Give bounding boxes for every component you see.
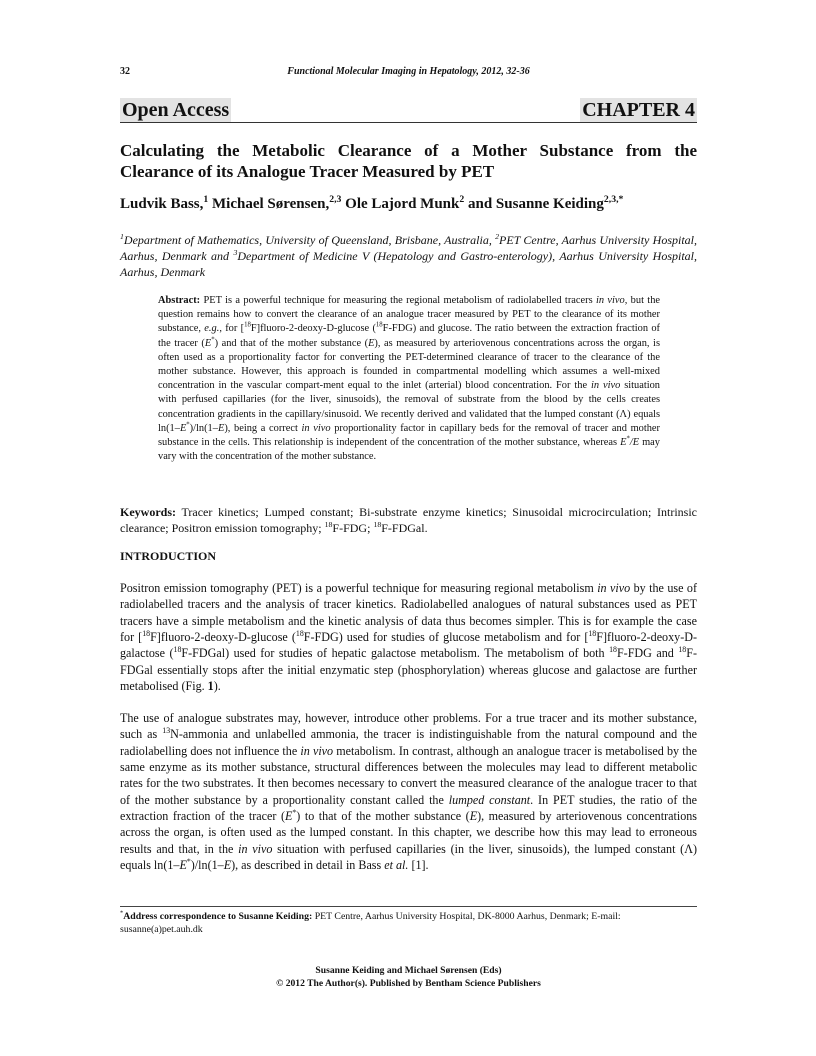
page-number: 32	[120, 66, 130, 77]
article-title: Calculating the Metabolic Clearance of a Mother Substance from the Clearance of its Analogue Tracer Measured by PET	[120, 141, 697, 181]
abstract-label: Abstract:	[158, 295, 201, 306]
chapter-number: CHAPTER 4	[582, 99, 695, 121]
copyright-line: © 2012 The Author(s). Published by Bentham Science Publishers	[276, 978, 541, 989]
author-list	[120, 196, 697, 213]
editors-line: Susanne Keiding and Michael Sørensen (Eds)	[315, 965, 502, 976]
author-name: and Susanne Keiding	[464, 196, 604, 212]
reference-link[interactable]: [1].	[408, 858, 429, 873]
author-name: Ole Lajord Munk	[341, 196, 460, 212]
section-heading-introduction: INTRODUCTION	[120, 549, 217, 563]
keywords: Keywords: Tracer kinetics; Lumped constant; Bi-substrate enzyme kinetics; Sinusoidal microcirculation; Intrinsic clearance; Positron emission tomography; $^{18}$F-FDG; $^{18}$F-FDGal.	[120, 505, 697, 535]
affiliation-3: Department of Medicine V (Hepatology and Gastro-enterology), Aarhus University Hospital, Aarhus, Denmark	[120, 249, 698, 279]
footnote-text: PET Centre, Aarhus University Hospital, DK-8000 Aarhus, Denmark; E-mail: susanne(a)pet.auh.dk	[120, 911, 621, 935]
chapter-banner	[120, 96, 697, 123]
author-affil-marker: 2,3	[329, 194, 342, 205]
intro-paragraph-2: The use of analogue substrates may, however, introduce other problems. For a true tracer and its mother substance, such as $^{13}$N-ammonia and unlabelled ammonia, the tracer is indistinguishable from the natural compound and the radiolabelling does not influence the in vivo metabolism. In contrast, although an analogue tracer is metabolised by the same enzyme as its mother substance, structural differences between the molecules may lead to different metabolic rates for the two substrates. It then becomes necessary to convert the measured clearance of the analogue tracer to that of the mother substance by a proportionality constant called the lumped constant. In PET studies, the ratio of the extraction fraction of the tracer (E*) to that of the mother substance (E), measured by arteriovenous concentrations across the organ, is often used as the lumped constant. In this chapter, we describe how this may lead to erroneous results and that, in the in vivo situation with perfused capillaries (in the liver, sinusoids), the lumped constant (Λ) equals ln(1–E*)/ln(1–E), as described in detail in Bass et al. [1].	[120, 711, 698, 873]
affil-marker: 2	[495, 232, 500, 241]
author-name: Michael Sørensen,	[208, 196, 330, 212]
affiliations: $^1$Department of Mathematics, University of Queensland, Brisbane, Australia, $^2$PET Centre, Aarhus University Hospital, Aarhus, Denmark and $^3$Department of Medicine V (Hepatology and Gastro-enterology), Aarhus University Hospital, Aarhus, Denmark	[120, 232, 698, 279]
intro-paragraph-1: Positron emission tomography (PET) is a powerful technique for measuring regional metabolism in vivo by the use of radiolabelled tracers and the analysis of tracer kinetics. Radiolabelled analogues of natural substances used as PET tracers have a simple metabolism and the kinetic analysis of data thus becomes simpler. This is for example the case for [$^{18}$F]fluoro-2-deoxy-D-glucose ($^{18}$F-FDG) used for studies of glucose metabolism and for [$^{18}$F]fluoro-2-deoxy-D-galactose ($^{18}$F-FDGal) used for studies of hepatic galactose metabolism. The metabolism of both $^{18}$F-FDG and $^{18}$F-FDGal essentially stops after the initial enzymatic step (phosphorylation) whereas glucose and galactose are further metabolised (Fig. 1).	[120, 581, 697, 694]
author-affil-marker: 2,3,*	[603, 194, 624, 205]
affil-marker: 1	[120, 232, 124, 241]
page-footer	[120, 964, 697, 990]
journal-citation: Functional Molecular Imaging in Hepatology, 2012, 32-36	[287, 66, 530, 77]
correspondence-footnote: *Address correspondence to Susanne Keiding: PET Centre, Aarhus University Hospital, DK-8000 Aarhus, Denmark; E-mail: susanne(a)pet.auh.dk	[120, 909, 621, 935]
footnote-label: Address correspondence to Susanne Keiding:	[123, 911, 313, 922]
author-affil-marker: 2	[459, 194, 465, 205]
keywords-label: Keywords:	[120, 505, 176, 519]
affiliation-2: PET Centre, Aarhus University Hospital, Aarhus, Denmark and	[120, 233, 697, 263]
affiliation-1: Department of Mathematics, University of Queensland, Brisbane, Australia,	[123, 233, 496, 247]
abstract: Abstract: PET is a powerful technique for measuring the regional metabolism of radiolabelled tracers in vivo, but the question remains how to convert the clearance of an analogue tracer measured by PET to the clearance of its mother substance, e.g., for [$^{18}$F]fluoro-2-deoxy-D-glucose ($^{18}$F-FDG) and glucose. The ratio between the extraction fraction of the tracer (E*) and that of the mother substance (E), as measured by arteriovenous concentrations across the organ, is often used as a proportionality factor for converting the PET-determined clearance of tracer to the clearance of the mother substance. However, this approach is founded in compartmental modelling which assumes a well-mixed concentration in the vascular compart-ment equal to the inlet (arterial) blood concentration. For the in vivo situation with perfused capillaries (for the liver, sinusoids), the removal of substrate from the blood by the cells creates concentration gradients in the capillary/sinusoid. We recently derived and validated that the lumped constant (Λ) equals ln(1–E*)/ln(1–E), being a correct in vivo proportionality factor in capillary beds for the removal of tracer and mother substance in the cells. This relationship is independent of the concentration of the mother substance, whereas E*/E may vary with the concentration of the mother substance.	[158, 295, 661, 463]
open-access-label: Open Access	[122, 99, 230, 121]
figure-reference-link[interactable]: 1	[207, 679, 214, 694]
author-name: Ludvik Bass,	[120, 196, 204, 212]
footnote-divider	[120, 906, 697, 907]
author-affil-marker: 1	[203, 194, 209, 205]
